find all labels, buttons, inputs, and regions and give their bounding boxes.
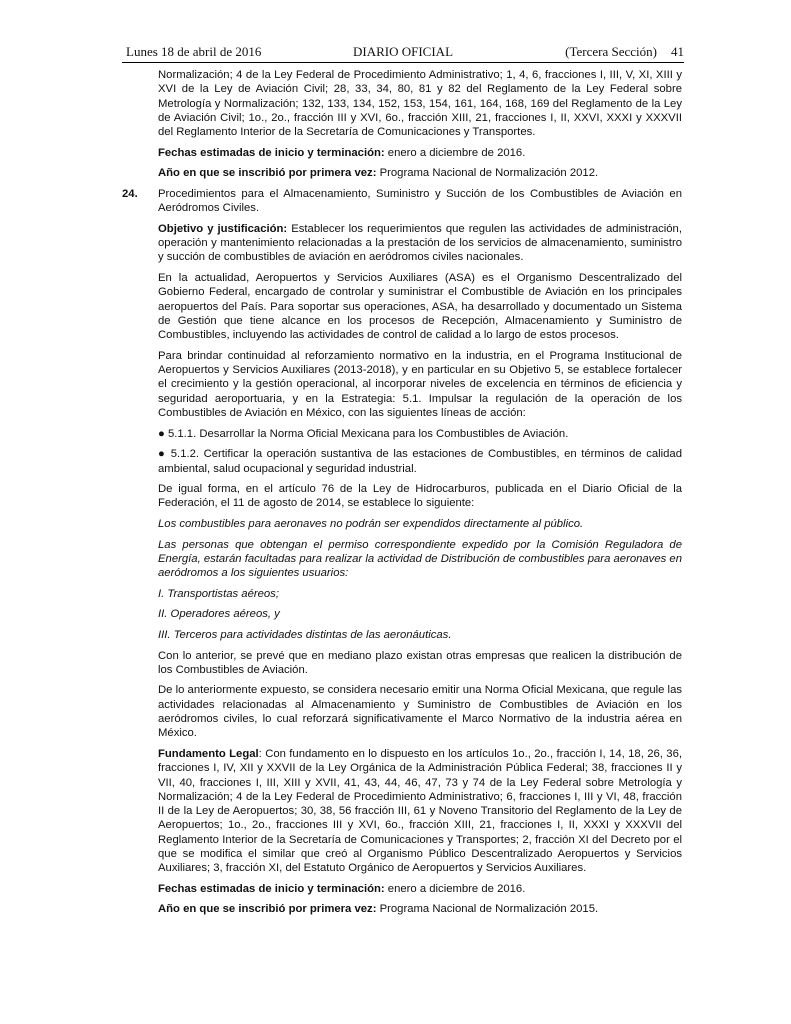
item-dates-label: Fechas estimadas de inicio y terminación: [158,882,385,895]
item-year-value: Programa Nacional de Normalización 2015. [376,903,599,916]
quote-line-5: III. Terceros para actividades distintas de las aeronáuticas. [158,628,452,641]
item-dates [158,882,682,896]
objective-text: Establecer los requerimientos que regulen las actividades de administración, operación y mantenimiento relacionadas a la prestación de los servicios de almacenamiento, suministro y succión de combustibles de aviación en aeródromos civiles nacionales. [158,222,682,264]
bullet-item-1: ● 5.1.1. Desarrollar la Norma Oficial Mexicana para los Combustibles de Aviación. [158,427,569,440]
year-value: Programa Nacional de Normalización 2012. [376,167,599,180]
page-header [122,44,684,62]
bullet-item-2: ● 5.1.2. Certificar la operación sustantiva de las estaciones de Combustibles, en términos de calidad ambiental, salud ocupacional y seguridad industrial. [158,448,682,475]
item-year [158,902,682,916]
document-body [122,68,682,923]
continuation-year [158,166,682,180]
item-year-label: Año en que se inscribió por primera vez: [158,903,377,916]
header-section: (Tercera Sección) [565,44,657,59]
quote-line-4: II. Operadores aéreos, y [158,608,280,621]
dates-value: enero a diciembre de 2016. [384,146,526,159]
paragraph-actualidad: En la actualidad, Aeropuertos y Servicios Auxiliares (ASA) es el Organismo Descentralizado del Gobierno Federal, encargado de controlar y suministrar el Combustible de Aviación en los principales aeropuertos del País. Para soportar sus operaciones, ASA, ha desarrollado y documentado un Sistema de Gestión que tiene alcance en los procesos de Recepción, Almacenamiento y Suministro de Combustibles, incluyendo las actividades de control de calidad a lo largo de estos procesos. [158,272,682,342]
quote-line-1: Los combustibles para aeronaves no podrán ser expendidos directamente al público. [158,517,584,530]
continuation-paragraph: Normalización; 4 de la Ley Federal de Procedimiento Administrativo; 1, 4, 6, fracciones I, III, V, XI, XIII y XVI de la Ley de Aviación Civil; 28, 33, 34, 80, 81 y 82 del Reglamento de la Ley Federal sobre Metrología y Normalización; 132, 133, 134, 152, 153, 154, 161, 164, 168, 169 del Reglamento de la Ley de Aviación Civil; 1o., 2o., fracción III y XVI, 6o., fracción XIII, 21, fracciones I, II, XXVI, XXXI y XXXVII del Reglamento Interior de la Secretaría de Comunicaciones y Transportes. [158,69,682,139]
quote-line-2: Las personas que obtengan el permiso correspondiente expedido por la Comisión Reguladora de Energía, estarán facultadas para realizar la actividad de Distribución de combustibles para aeronaves en aeródromos a los siguientes usuarios: [158,538,682,580]
item-title [122,187,682,216]
dates-label: Fechas estimadas de inicio y terminación: [158,146,385,159]
paragraph-igual: De igual forma, en el artículo 76 de la Ley de Hidrocarburos, publicada en el Diario Oficial de la Federación, el 11 de agosto de 2014, se establece lo siguiente: [158,483,682,510]
header-section-page [565,44,684,60]
paragraph-continuidad: Para brindar continuidad al reforzamiento normativo en la industria, en el Programa Institucional de Aeropuertos y Servicios Auxiliares (2013-2018), y en particular en su Objetivo 5, se establece fortalecer el crecimiento y la gestión operacional, al incorporar niveles de excelencia en términos de eficiencia y seguridad aeroportuaria, y en la Estrategia: 5.1. Impulsar la regulación de la operación de los Combustibles de Aviación en México, con las siguientes líneas de acción: [158,349,682,420]
legal-label: Fundamento Legal [158,747,259,760]
header-publication: DIARIO OFICIAL [352,44,454,59]
legal-text: : Con fundamento en lo dispuesto en los artículos 1o., 2o., fracción I, 14, 18, 26, 36, fracciones I, IV, XII y XXVII de la Ley Orgánica de la Administración Pública Federal; 38, fracciones II y VII, 40, fracciones I, III, XIII y XVII, 41, 43, 44, 46, 47, 73 y 74 de la Ley Federal sobre Metrología y Normalización; 4 de la Ley Federal de Procedimiento Administrativo; 6, fracciones I, III y VI, 48, fracción II de la Ley de Aeropuertos; 30, 38, 56 fracción III, 61 y Noveno Transitorio del Reglamento de la Ley de Aeropuertos; 1o., 2o., fracciones III y XVI, 6o., fracción XIII, 21, fracciones I, II, XXXI y XXXVII del Reglamento Interior de la Secretaría de Comunicaciones y Transportes; 2, fracción XI del Decreto por el que se modifica el similar que creó al Organismo Público Descentralizado Aeropuertos y Servicios Auxiliares; 3, fracción XI, del Estatuto Orgánico de Aeropuertos y Servicios Auxiliares. [158,747,682,875]
objective-label: Objetivo y justificación: [158,222,288,235]
item-dates-value: enero a diciembre de 2016. [384,882,526,895]
objective-paragraph [158,222,682,265]
legal-basis-paragraph [158,747,682,876]
item-title-text: Procedimientos para el Almacenamiento, Suministro y Succión de los Combustibles de Aviación en Aeródromos Civiles. [158,187,682,215]
header-rule [122,62,684,63]
paragraph-anterior: Con lo anterior, se prevé que en mediano plazo existan otras empresas que realicen la distribución de los Combustibles de Aviación. [158,649,682,676]
paragraph-expuesto: De lo anteriormente expuesto, se considera necesario emitir una Norma Oficial Mexicana, que regule las actividades relacionadas al Almacenamiento y Suministro de Combustibles de Aviación en los aeródromos civiles, lo cual reforzará significativamente el Marco Normativo de la industria aérea en México. [158,684,682,740]
header-date: Lunes 18 de abril de 2016 [126,44,262,59]
continuation-dates [158,146,682,160]
header-page-number: 41 [671,44,684,59]
year-label: Año en que se inscribió por primera vez: [158,167,377,180]
item-number: 24. [122,187,138,200]
quote-line-3: I. Transportistas aéreos; [158,587,279,600]
